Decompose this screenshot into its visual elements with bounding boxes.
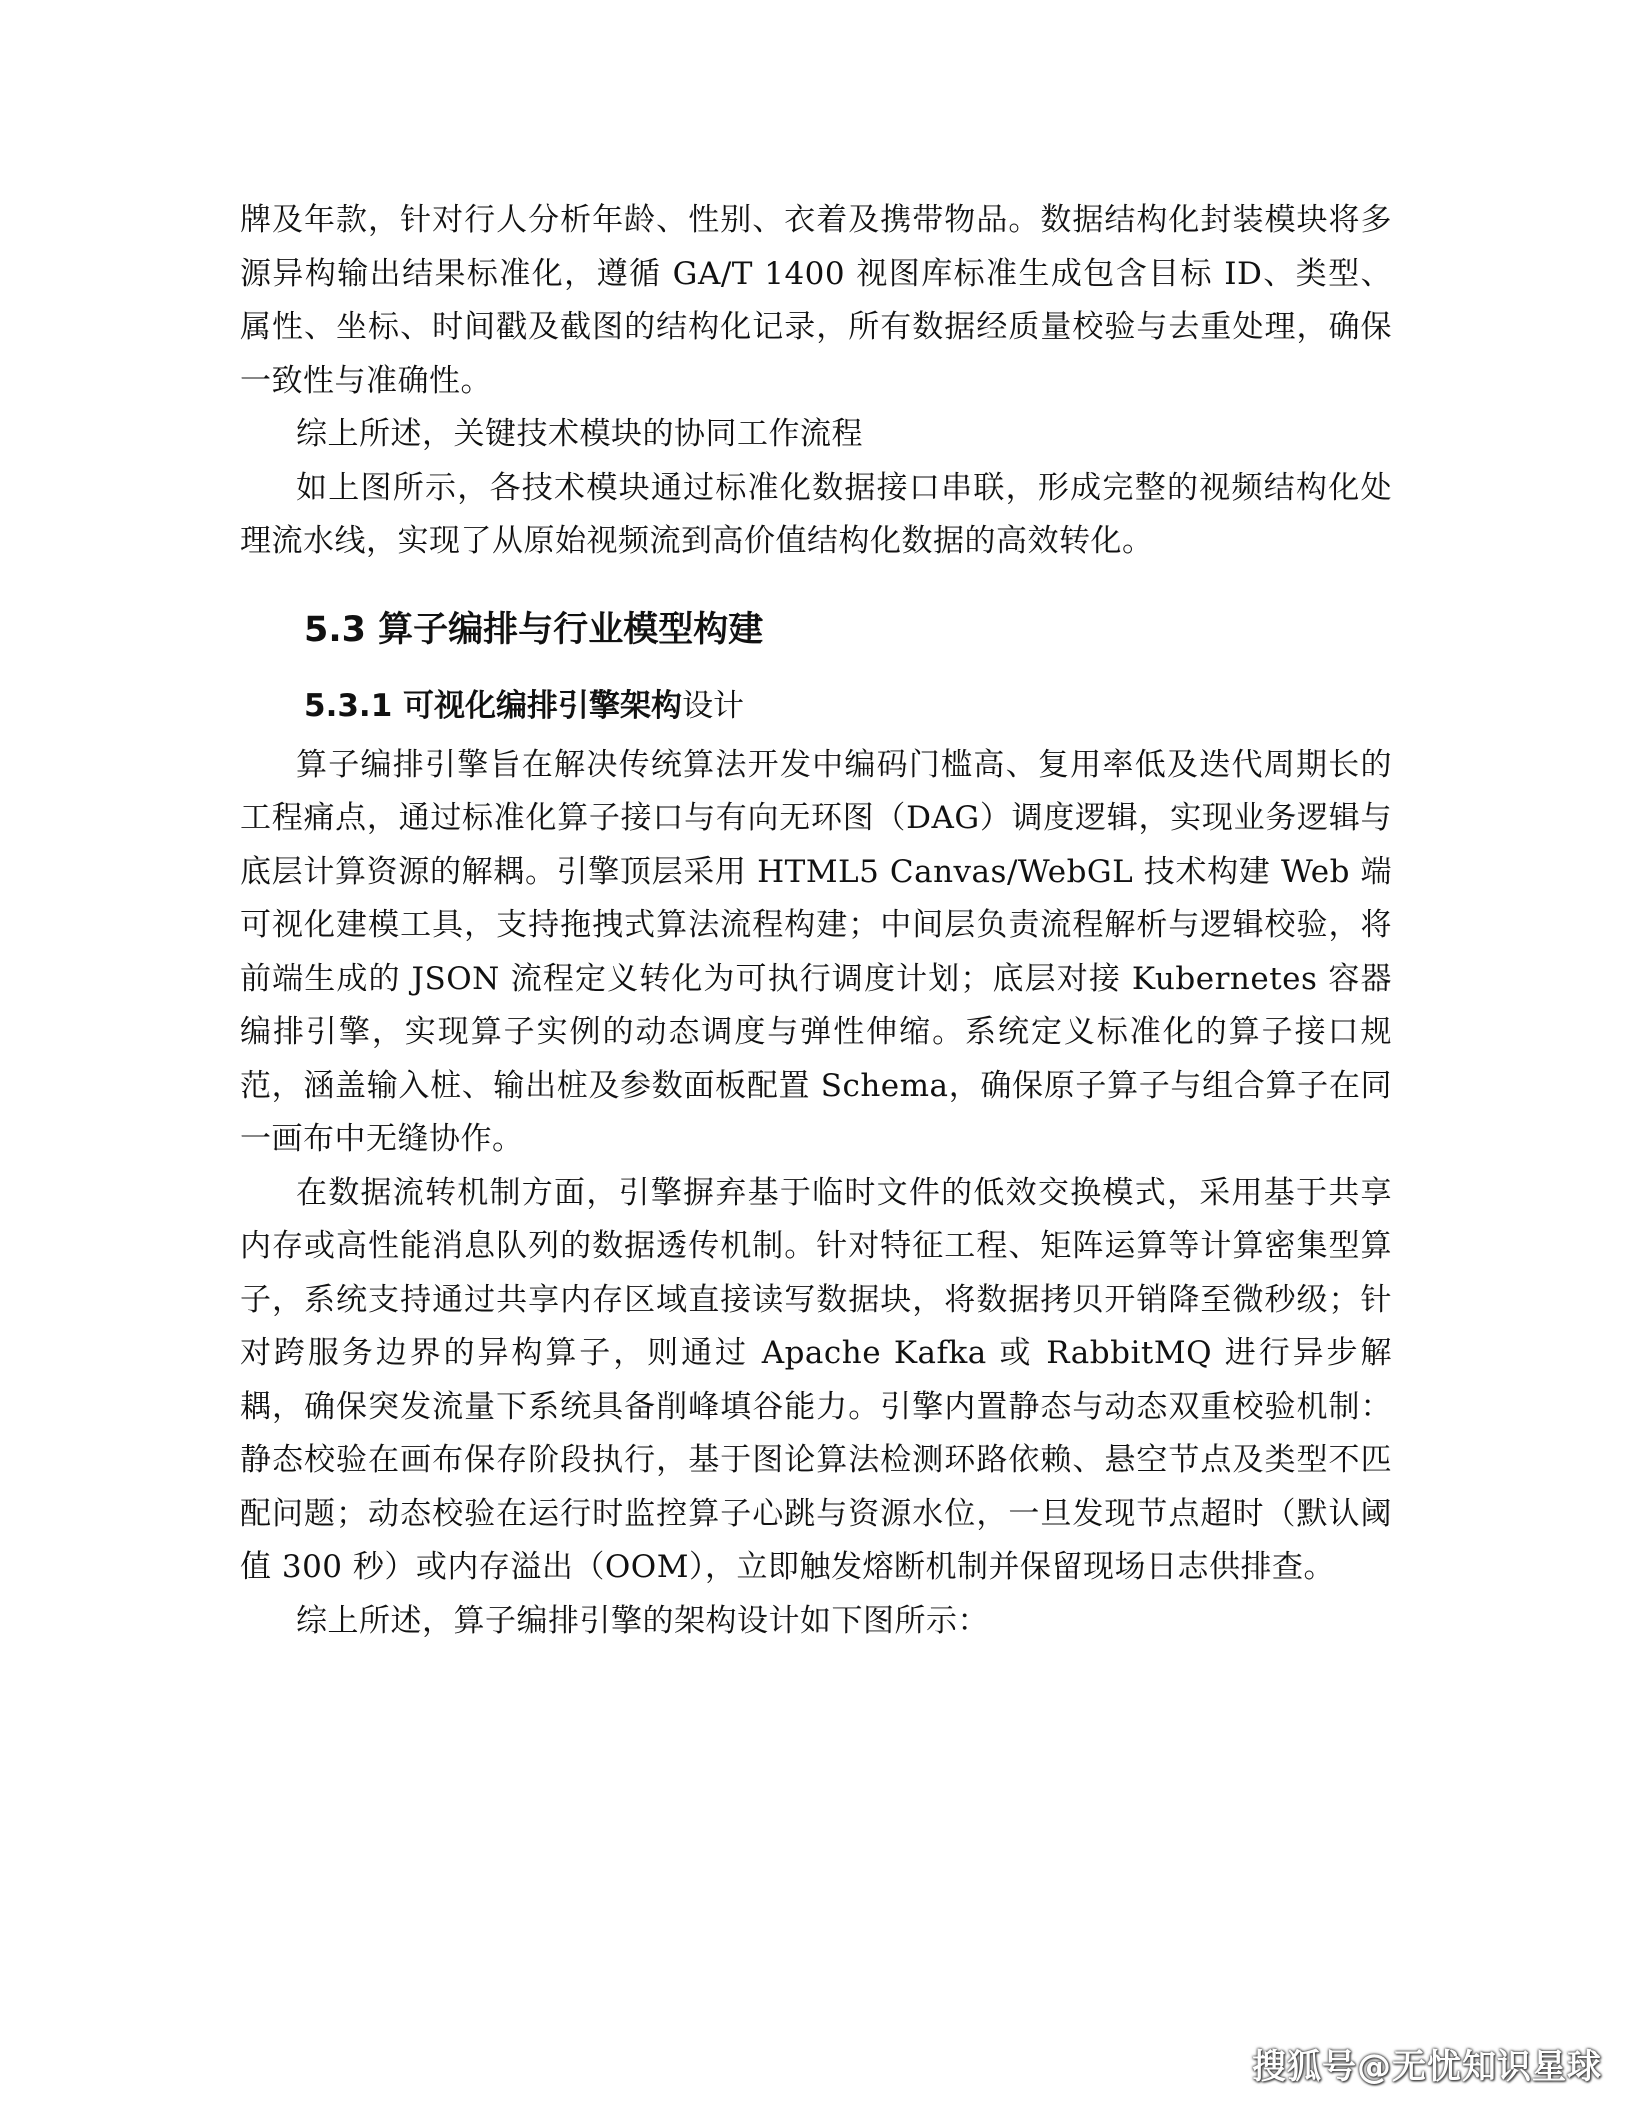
subsection-heading [240, 681, 1392, 731]
paragraph-continuation: 牌及年款，针对行人分析年龄、性别、衣着及携带物品。数据结构化封装模块将多源异构输出结果标准化，遵循 GA/T 1400 视图库标准生成包含目标 ID、类型、属性、坐标、时间戳及截图的结构化记录，所有数据经质量校验与去重处理，确保一致性与准确性。 [240, 202, 1392, 399]
paragraph-engine-architecture: 算子编排引擎旨在解决传统算法开发中编码门槛高、复用率低及迭代周期长的工程痛点，通过标准化算子接口与有向无环图（DAG）调度逻辑，实现业务逻辑与底层计算资源的解耦。引擎顶层采用 HTML5 Canvas/WebGL 技术构建 Web 端可视化建模工具，支持拖拽式算法流程构建；中间层负责流程解析与逻辑校验，将前端生成的 JSON 流程定义转化为可执行调度计划；底层对接 Kubernetes 容器编排引擎，实现算子实例的动态调度与弹性伸缩。系统定义标准化的算子接口规范，涵盖输入桩、输出桩及参数面板配置 Schema，确保原子算子与组合算子在同一画布中无缝协作。 [240, 746, 1392, 1157]
section-heading: 5.3 算子编排与行业模型构建 [304, 609, 764, 650]
paragraph-figure-intro: 综上所述，算子编排引擎的架构设计如下图所示： [296, 1602, 989, 1639]
document-body [240, 194, 1392, 1648]
paragraph-summary: 综上所述，关键技术模块的协同工作流程 [296, 416, 863, 452]
subsection-heading-tail: 设计 [682, 687, 745, 724]
paragraph-data-flow: 在数据流转机制方面，引擎摒弃基于临时文件的低效交换模式，采用基于共享内存或高性能消息队列的数据透传机制。针对特征工程、矩阵运算等计算密集型算子，系统支持通过共享内存区域直接读写数据块，将数据拷贝开销降至微秒级；针对跨服务边界的异构算子，则通过 Apache Kafka 或 RabbitMQ 进行异步解耦，确保突发流量下系统具备削峰填谷能力。引擎内置静态与动态双重校验机制：静态校验在画布保存阶段执行，基于图论算法检测环路依赖、悬空节点及类型不匹配问题；动态校验在运行时监控算子心跳与资源水位，一旦发现节点超时（默认阈值 300 秒）或内存溢出（OOM），立即触发熔断机制并保留现场日志供排查。 [240, 1174, 1392, 1585]
paragraph-pipeline: 如上图所示，各技术模块通过标准化数据接口串联，形成完整的视频结构化处理流水线，实现了从原始视频流到高价值结构化数据的高效转化。 [240, 469, 1392, 559]
subsection-heading-main: 5.3.1 可视化编排引擎架构 [304, 687, 683, 724]
watermark-text: 搜狐号@无忧知识星球 [1252, 2047, 1602, 2087]
